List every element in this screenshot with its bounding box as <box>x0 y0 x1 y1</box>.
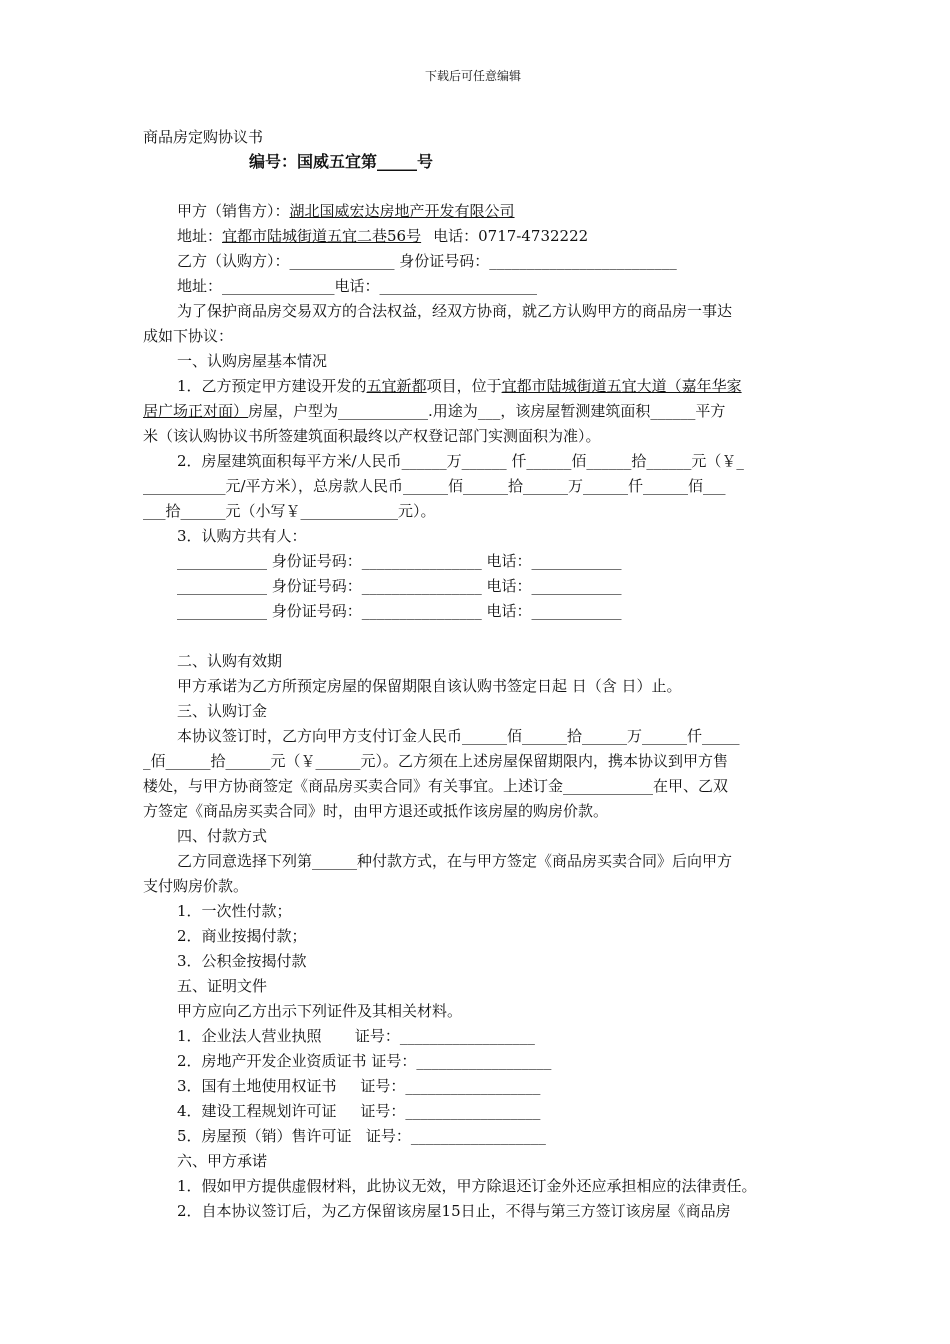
s1-p1-e: .用途为 <box>428 402 478 420</box>
header-note: 下载后可任意编辑 <box>425 69 522 83</box>
intro-line-2: 成如下协议： <box>143 327 234 345</box>
section-1-heading: 一、认购房屋基本情况 <box>177 352 328 370</box>
party-b-line <box>177 251 677 271</box>
party-a-name: 湖北国威宏达房地产开发有限公司 <box>289 202 515 220</box>
certificate-item: 4．建设工程规划许可证 证号：__________________ <box>177 1102 541 1120</box>
party-a-phone-label: 电话： <box>433 227 479 245</box>
doc-title: 商品房定购协议书 <box>143 128 264 146</box>
party-b-address-blank: _______________ <box>222 277 335 295</box>
party-b-name-blank: ______________ <box>289 252 395 270</box>
section-5-heading: 五、证明文件 <box>177 977 268 995</box>
area-blank: ______ <box>650 402 696 420</box>
party-b-phone-label: 电话： <box>334 277 380 295</box>
unit-type-blank: ____________ <box>338 402 429 420</box>
party-a-address-label: 地址： <box>177 227 223 245</box>
intro-line-1: 为了保护商品房交易双方的合法权益，经双方协商，就乙方认购甲方的商品房一事达 <box>177 302 733 320</box>
s1-p1-c: 房屋，户型为 <box>248 402 339 420</box>
s6-line2: 2．自本协议签订后，为乙方保留该房屋15日止，不得与第三方签订该房屋《商品房 <box>177 1202 731 1220</box>
doc-number-prefix: 编号：国威五宜第 <box>249 152 378 171</box>
s2-paragraph: 甲方承诺为乙方所预定房屋的保留期限自该认购书签定日起 日（含 日）止。 <box>177 677 682 695</box>
section-6-heading: 六、甲方承诺 <box>177 1152 268 1170</box>
certificate-item: 3．国有土地使用权证书 证号：__________________ <box>177 1077 541 1095</box>
payment-option: 2．商业按揭付款； <box>177 927 307 945</box>
party-a-label: 甲方（销售方）： <box>177 202 290 220</box>
s1-p1-line2 <box>143 401 725 421</box>
section-2-heading: 二、认购有效期 <box>177 652 283 670</box>
usage-blank: ___ <box>477 402 501 420</box>
s1-p1-a: 1．乙方预定甲方建设开发的 <box>177 377 367 395</box>
party-b-label: 乙方（认购方）： <box>177 252 290 270</box>
s3-line4: 方签定《商品房买卖合同》时，由甲方退还或抵作该房屋的购房价款。 <box>143 802 609 820</box>
s1-p2-line1: 2．房屋建筑面积每平方米/人民币______万______ 仟______佰______拾______元（￥_ <box>177 452 744 470</box>
doc-number <box>249 152 433 172</box>
party-a-line <box>177 201 515 221</box>
party-a-phone: 0717-4732222 <box>478 227 589 245</box>
section-4-heading: 四、付款方式 <box>177 827 268 845</box>
s4-line2: 支付购房价款。 <box>143 877 249 895</box>
s1-p1-line1 <box>177 376 742 396</box>
certificate-item: 2．房地产开发企业资质证书 证号：__________________ <box>177 1052 552 1070</box>
doc-number-blank: _____ <box>377 152 418 171</box>
s1-p1-i: 平方 <box>695 402 726 420</box>
s3-line1: 本协议签订时，乙方向甲方支付订金人民币______佰______拾______万______仟_____ <box>177 727 740 745</box>
certificate-item: 5．房屋预（销）售许可证 证号：__________________ <box>177 1127 546 1145</box>
project-location-1: 宜都市陆城街道五宜大道（嘉年华家 <box>501 377 742 395</box>
party-a-address: 宜都市陆城街道五宜二巷56号 <box>222 227 422 245</box>
co-owner-heading: 3．认购方共有人： <box>177 527 307 545</box>
s1-p1-b: 项目，位于 <box>426 377 502 395</box>
party-b-id-blank: _________________________ <box>489 252 677 270</box>
project-location-2: 居广场正对面） <box>143 402 249 420</box>
s1-p1-line3: 米（该认购协议书所签建筑面积最终以产权登记部门实测面积为准）。 <box>143 427 601 445</box>
payment-option: 3．公积金按揭付款 <box>177 952 307 970</box>
s1-p2-line2: ___________元/平方米），总房款人民币______佰______拾______万______仟______佰___ <box>143 477 726 495</box>
party-b-address-line <box>177 276 537 296</box>
s1-p2-line3: ___拾______元（小写￥_____________元）。 <box>143 502 436 520</box>
co-owner-row: ____________ 身份证号码：________________ 电话：____________ <box>177 602 622 620</box>
party-b-phone-blank: _____________________ <box>379 277 538 295</box>
s5-intro: 甲方应向乙方出示下列证件及其相关材料。 <box>177 1002 463 1020</box>
payment-option: 1．一次性付款； <box>177 902 292 920</box>
certificate-item: 1．企业法人营业执照 证号：__________________ <box>177 1027 535 1045</box>
party-a-address-line <box>177 226 588 246</box>
s3-line3: 楼处，与甲方协商签定《商品房买卖合同》有关事宜。上述订金____________在甲、乙双 <box>143 777 729 795</box>
co-owner-row: ____________ 身份证号码：________________ 电话：____________ <box>177 577 622 595</box>
s6-line1: 1．假如甲方提供虚假材料，此协议无效，甲方除退还订金外还应承担相应的法律责任。 <box>177 1177 757 1195</box>
section-3-heading: 三、认购订金 <box>177 702 268 720</box>
co-owner-row: ____________ 身份证号码：________________ 电话：____________ <box>177 552 622 570</box>
doc-number-suffix: 号 <box>417 152 434 171</box>
party-b-address-label: 地址： <box>177 277 223 295</box>
s4-line1: 乙方同意选择下列第______种付款方式，在与甲方签定《商品房买卖合同》后向甲方 <box>177 852 733 870</box>
s3-line2: _佰______拾______元（￥______元）。乙方须在上述房屋保留期限内，携本协议到甲方售 <box>143 752 729 770</box>
party-b-id-label: 身份证号码： <box>394 252 490 270</box>
project-name: 五宜新都 <box>366 377 427 395</box>
s1-p1-g: ，该房屋暂测建筑面积 <box>500 402 651 420</box>
